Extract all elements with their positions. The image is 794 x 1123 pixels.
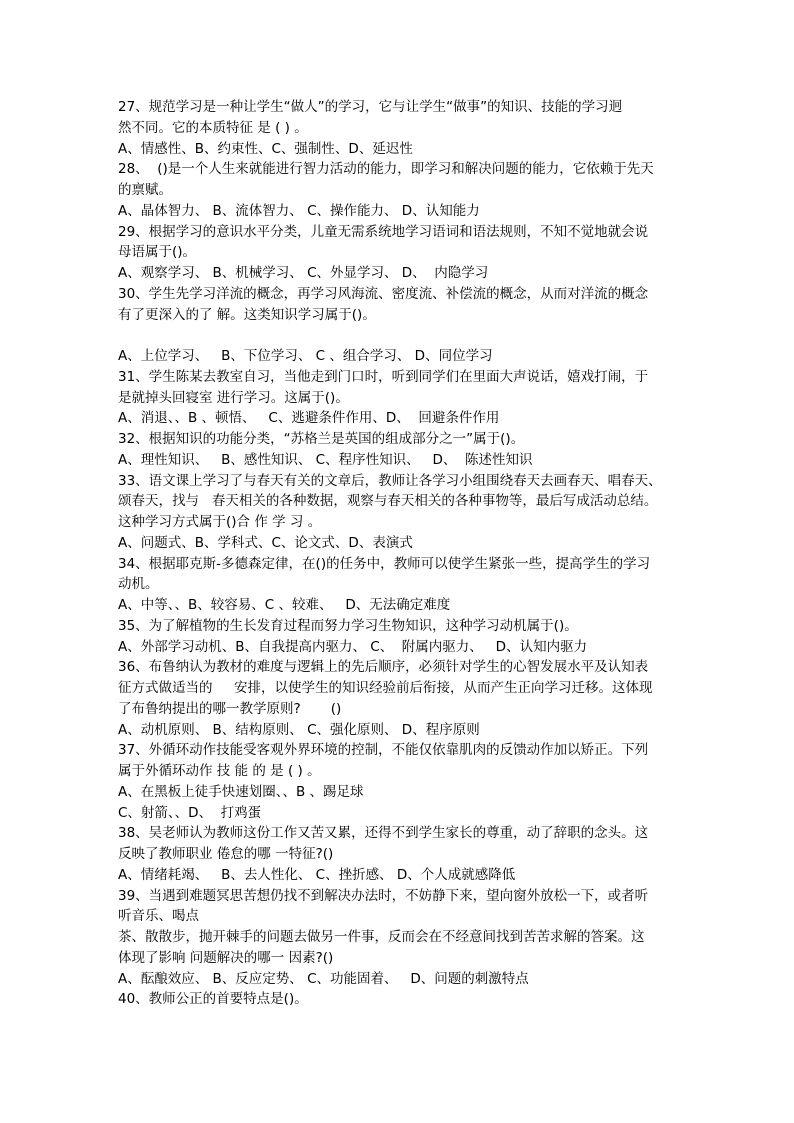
- answer-options: A、问题式、B、学科式、C、论文式、D、表演式: [118, 534, 413, 551]
- question-stem-line: 32、根据知识的功能分类，“苏格兰是英国的组成部分之一”属于()。: [118, 431, 525, 447]
- answer-options: C、射箭、、D、 打鸡蛋: [118, 804, 262, 821]
- question-stem-line: 37、外循环动作技能受客观外界环境的控制，不能仅依靠肌肉的反馈动作加以矫正。下列: [118, 742, 649, 759]
- question-38: [118, 823, 678, 885]
- answer-options: A、上位学习、 B、下位学习、 C 、组合学习、 D、同位学习: [118, 348, 493, 364]
- answer-options: A、观察学习、 B、机械学习、 C、外显学习、 D、 内隐学习: [118, 265, 489, 281]
- question-stem-line: 34、根据耶克斯-多德森定律，在()的任务中，教师可以使学生紧张一些，提高学生的学习: [118, 555, 651, 572]
- question-40: [118, 989, 678, 1010]
- question-39: [118, 886, 678, 990]
- answer-options: A、中等、、B、较容易、C 、较难、 D、无法确定难度: [118, 597, 451, 613]
- answer-options: A、晶体智力、 B、流体智力、 C、操作能力、 D、认知能力: [118, 202, 480, 219]
- question-30: [118, 284, 678, 367]
- question-stem-line: 30、学生先学习洋流的概念，再学习风海流、密度流、补偿流的概念，从而对洋流的概念: [118, 285, 649, 302]
- question-stem-line: 有了更深入的了 解。这类知识学习属于()。: [118, 306, 376, 323]
- question-29: [118, 222, 678, 284]
- answer-options: A、酝酿效应、 B、反应定势、 C、功能固着、 D、问题的刺激特点: [118, 970, 529, 987]
- question-stem-line: 33、语文课上学习了与春天有关的文章后，教师让各学习小组围绕春天去画春天、唱春天、: [118, 472, 662, 489]
- question-36: [118, 657, 678, 740]
- answer-options: A、动机原则、 B、结构原则、 C、强化原则、 D、程序原则: [118, 721, 480, 738]
- question-stem-line: 然不同。它的本质特征 是 ( ) 。: [118, 119, 308, 136]
- document-page: [118, 97, 678, 1010]
- question-27: [118, 97, 678, 159]
- answer-options: A、在黑板上徒手快速划圈、、B 、踢足球: [118, 783, 364, 800]
- question-stem-line: 29、根据学习的意识水平分类，儿童无需系统地学习语词和语法规则，不知不觉地就会说: [118, 223, 649, 240]
- question-37: [118, 740, 678, 823]
- question-28: [118, 159, 678, 221]
- question-35: [118, 616, 678, 658]
- answer-options: A、消退、、B 、顿悟、 C、逃避条件作用、D、 回避条件作用: [118, 410, 500, 427]
- question-stem-line: 35、为了解植物的生长发育过程而努力学习生物知识，这种学习动机属于()。: [118, 617, 578, 634]
- question-stem-line: 36、布鲁纳认为教材的难度与逻辑上的先后顺序，必须针对学生的心智发展水平及认知表: [118, 659, 649, 676]
- question-stem-line: 27、规范学习是一种让学生“做人”的学习，它与让学生“做事”的知识、技能的学习迥: [118, 99, 623, 115]
- question-34: [118, 554, 678, 616]
- question-stem-line: 反映了教师职业 倦怠的哪 一特征?(): [118, 846, 334, 862]
- question-stem-line: 了布鲁纳提出的哪一教学原则? (): [118, 700, 342, 717]
- question-stem-line: 属于外循环动作 技 能 的 是 ( ) 。: [118, 763, 321, 779]
- question-stem-line: 31、学生陈某去教室自习，当他走到门口时，听到同学们在里面大声说话，嬉戏打闹，于: [118, 368, 649, 385]
- question-33: [118, 471, 678, 554]
- question-stem-line: 征方式做适当的 安排，以使学生的知识经验前后衔接，从而产生正向学习迁移。这体现: [118, 680, 653, 696]
- question-stem-line: 是就掉头回寝室 进行学习。这属于()。: [118, 389, 349, 406]
- question-stem-line: 39、当遇到难题冥思苦想仍找不到解决办法时，不妨静下来，望向窗外放松一下，或者听: [118, 887, 649, 904]
- question-stem-line: 听音乐、喝点: [118, 908, 199, 925]
- question-31: [118, 367, 678, 429]
- question-stem-line: 颂春天，找与 春天相关的各种数据，观察与春天相关的各种事物等，最后写成活动总结。: [118, 493, 658, 510]
- question-stem-line: 40、教师公正的首要特点是()。: [118, 991, 308, 1008]
- answer-options: A、情感性、B、约束性、C、强制性、D、延迟性: [118, 140, 413, 157]
- question-stem-line: 动机。: [118, 576, 159, 593]
- blank-line: [118, 325, 678, 346]
- question-stem-line: 的禀赋。: [118, 182, 172, 198]
- question-stem-line: 茶、散散步，抛开棘手的问题去做另一件事，反而会在不经意间找到苦苦求解的答案。这: [118, 929, 645, 945]
- question-stem-line: 母语属于()。: [118, 244, 197, 261]
- answer-options: A、理性知识、 B、感性知识、 C、程序性知识、 D、 陈述性知识: [118, 451, 533, 468]
- question-stem-line: 体现了影响 问题解决的哪一 因素?(): [118, 949, 334, 966]
- question-stem-line: 这种学习方式属于()合 作 学 习 。: [118, 514, 322, 530]
- answer-options: A、情绪耗竭、 B、去人性化、 C、挫折感、 D、个人成就感降低: [118, 866, 516, 883]
- question-32: [118, 429, 678, 471]
- answer-options: A、外部学习动机、B、自我提高内驱力、 C、 附属内驱力、 D、认知内驱力: [118, 638, 588, 655]
- question-stem-line: 28、 ()是一个人生来就能进行智力活动的能力，即学习和解决问题的能力，它依赖于先天: [118, 161, 654, 178]
- question-stem-line: 38、吴老师认为教师这份工作又苦又累，还得不到学生家长的尊重，动了辞职的念头。这: [118, 825, 649, 842]
